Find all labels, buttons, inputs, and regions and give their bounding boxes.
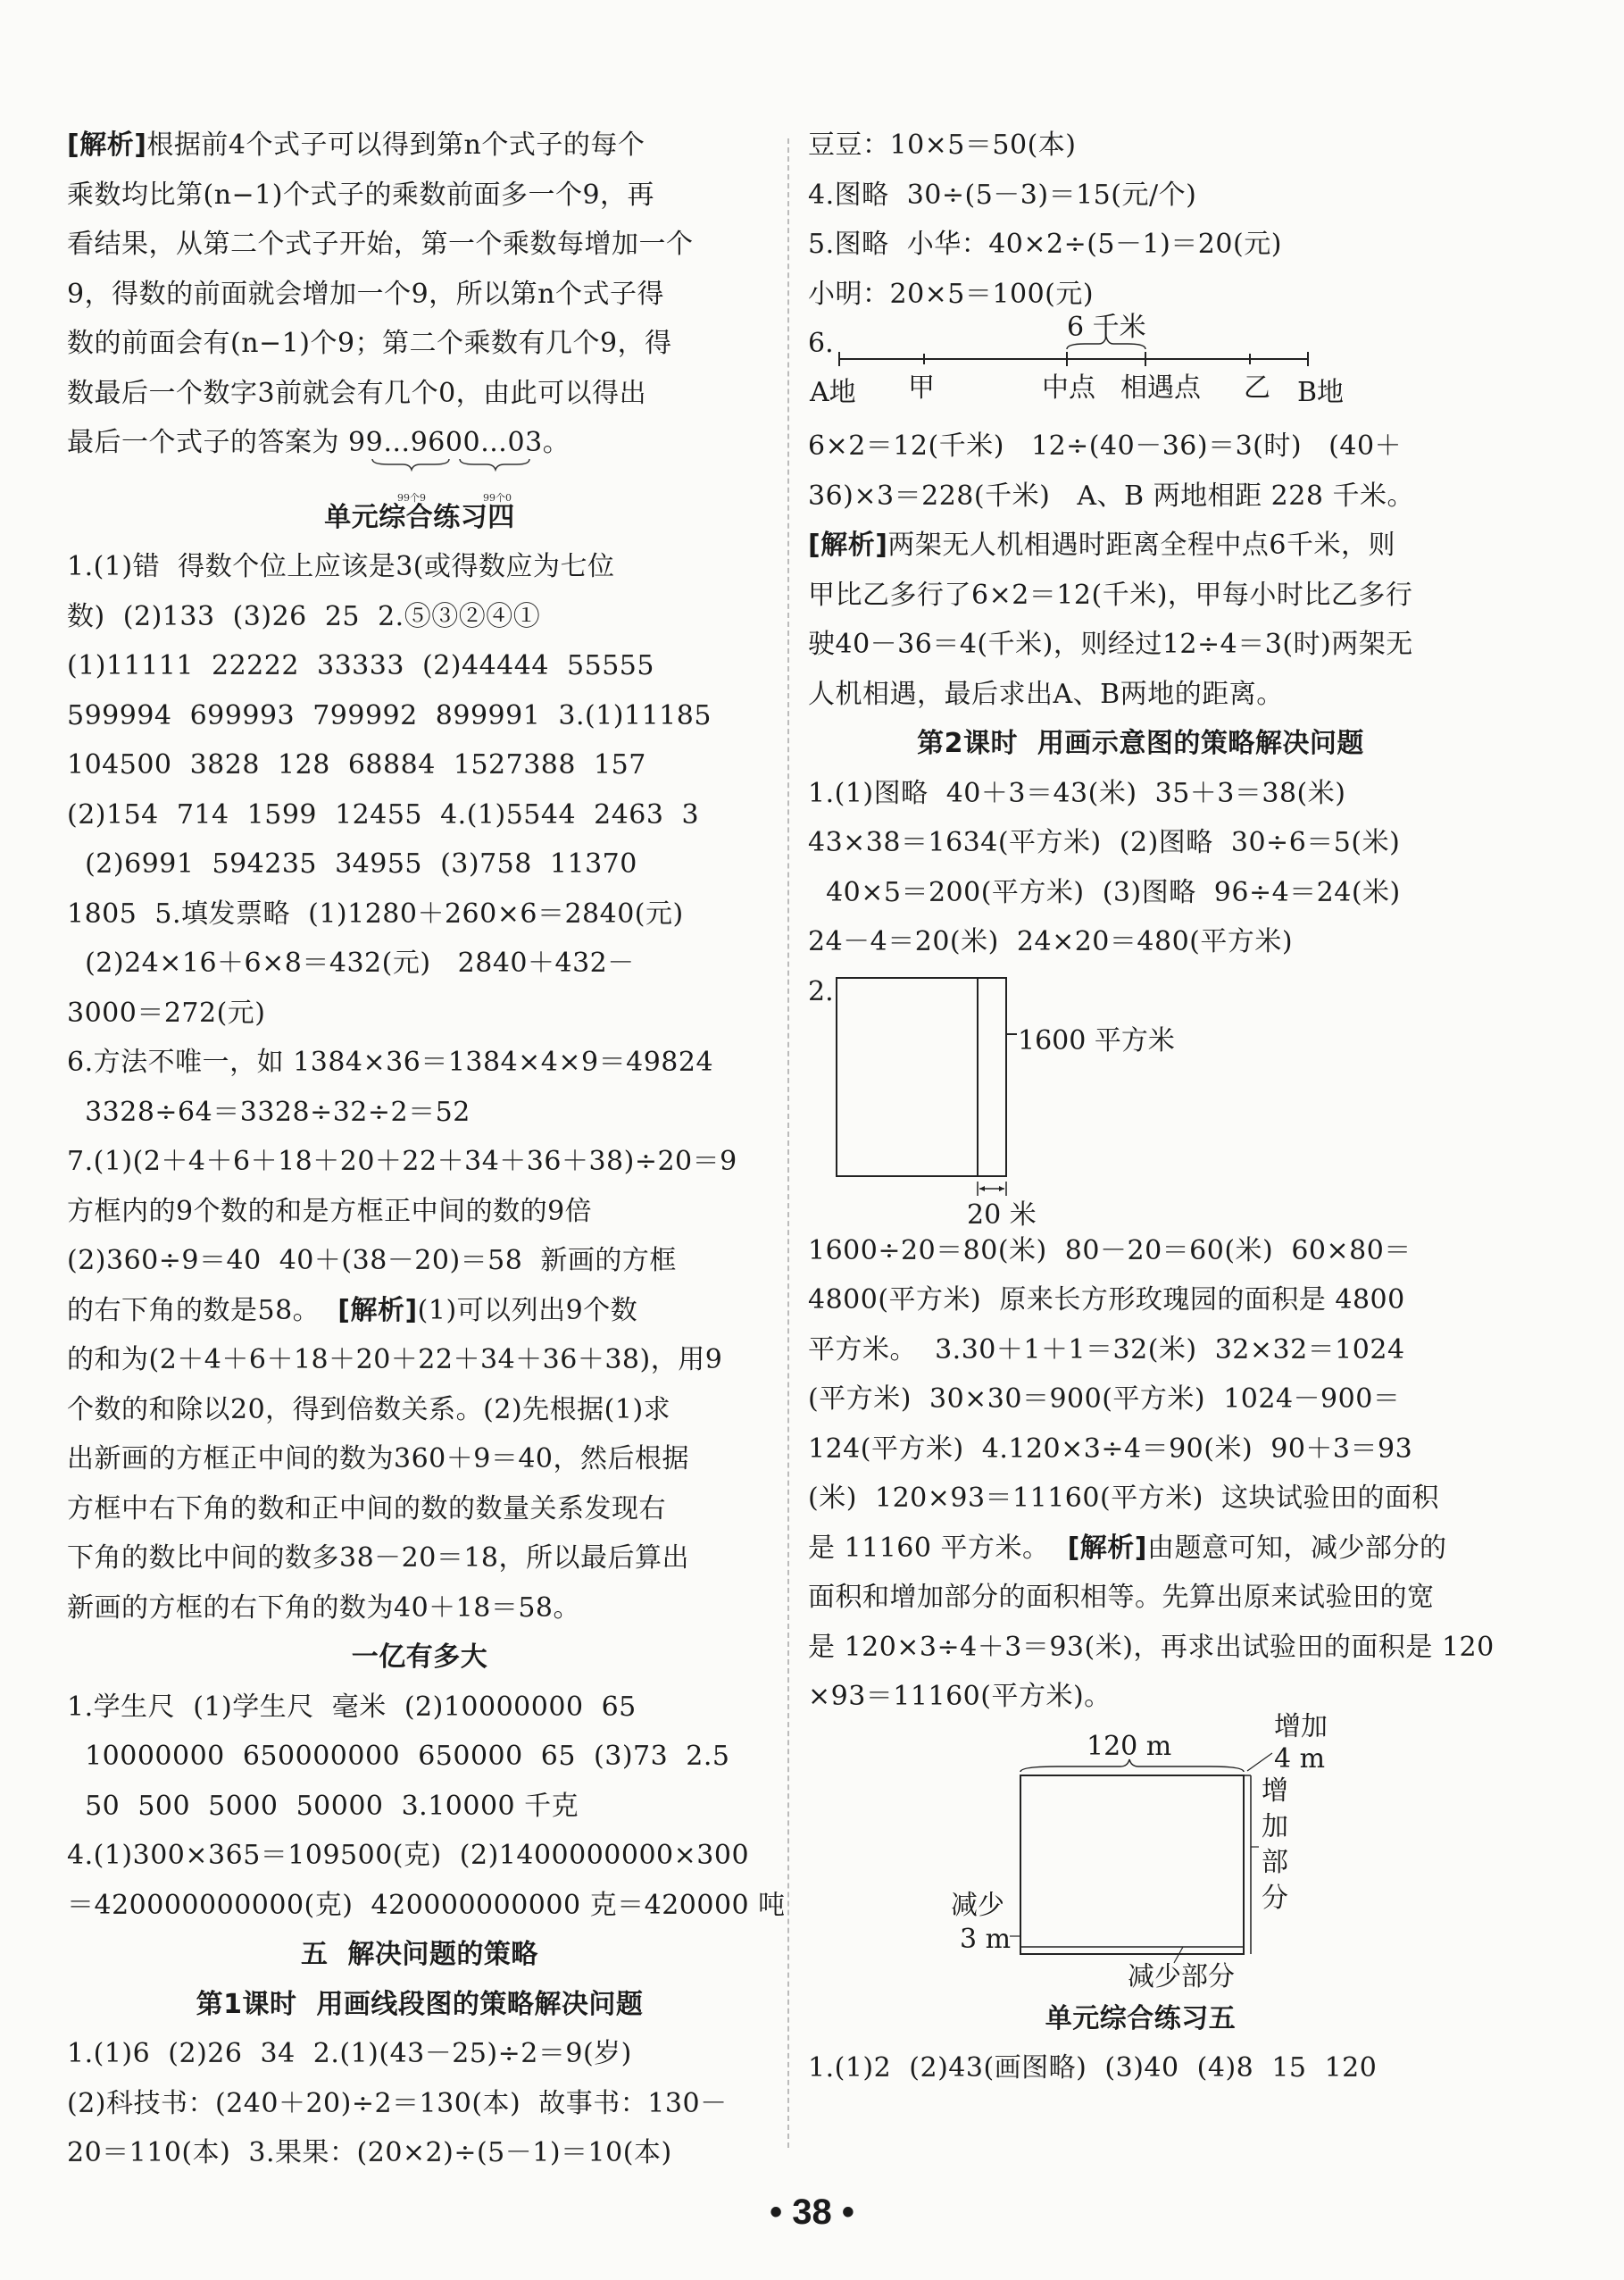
text-line: (2)24×16＋6×8＝432(元) 2840＋432－ [67,948,635,979]
increase-label: 增加 [1274,1710,1328,1742]
text-line: 1805 5.填发票略 (1)1280＋260×6＝2840(元) [67,898,684,930]
text-line: 4800(平方米) 原来长方形玫瑰园的面积是 4800 [808,1284,1405,1315]
text-line: 数的前面会有(n−1)个9；第二个乘数有几个9，得 [67,328,672,359]
text-line: 3328÷64＝3328÷32÷2＝52 [67,1096,471,1128]
midpoint-label: 中点 [1042,372,1095,404]
text-line: (2)科技书：(240＋20)÷2＝130(本) 故事书：130－ [67,2087,728,2119]
text-line: (1)11111 22222 33333 (2)44444 55555 [67,650,654,681]
text-line: (2)6991 594235 34955 (3)758 11370 [67,848,637,880]
plane-yi-label: 乙 [1244,372,1270,404]
length-label: 120 m [1087,1730,1172,1762]
decrease-amount-label: 3 m [960,1923,1012,1955]
text-line: (米) 120×93＝11160(平方米) 这块试验田的面积 [808,1482,1439,1514]
increase-part-label [1262,1774,1288,1917]
text-line: 40×5＝200(平方米) (3)图略 96÷4＝24(米) [808,876,1401,908]
text-line: 4.图略 30÷(5－3)＝15(元/个) [808,179,1197,211]
label-char: 增 [1262,1775,1288,1807]
area-label: 1600 平方米 [1018,1024,1175,1056]
text-line: 5.图略 小华：40×2÷(5－1)＝20(元) [808,229,1282,260]
text-line: 出新画的方框正中间的数为360＋9＝40，然后根据 [67,1443,690,1474]
exercise-answers [808,422,1473,719]
text-line: 104500 3828 128 68884 1527388 157 [67,749,646,781]
plane-jia-label: 甲 [908,372,935,404]
text-line: 新画的方框的右下角的数为40＋18＝58。 [67,1591,581,1624]
column-divider [787,138,789,2148]
text-line: 豆豆：10×5＝50(本) [808,129,1077,161]
text-line: 1.学生尺 (1)学生尺 毫米 (2)10000000 65 [67,1691,637,1723]
text-line: 1.(1)图略 40＋3＝43(米) 35＋3＝38(米) [808,777,1346,809]
section-title: 单元综合练习五 [1045,2002,1237,2034]
text-line: 6.方法不唯一，如 1384×36＝1384×4×9＝49824 [67,1047,714,1078]
text-line: (2)360÷9＝40 40＋(38－20)＝58 新画的方框 [67,1245,677,1276]
text-line: 24－4＝20(米) 24×20＝480(平方米) [808,926,1294,957]
question-number: 6. [808,328,834,359]
section-title: 一亿有多大 [351,1641,488,1673]
lesson-title: 第2课时 用画示意图的策略解决问题 [917,728,1364,759]
text-line: 数最后一个数字3前就会有几个0，由此可以得出 [67,377,647,409]
text-line: 方框内的9个数的和是方框正中间的数的9倍 [67,1195,593,1227]
text-line: 的和为(2＋4＋6＋18＋20＋22＋34＋36＋38)，用9 [67,1344,723,1375]
text-line: 36)×3＝228(千米) A、B 两地相距 228 千米。 [808,480,1414,512]
brace-label: 99个9 [397,491,426,504]
exercise-answers [808,1226,1495,1722]
text-line: 3000＝272(元) [67,997,266,1029]
label-char: 分 [1262,1882,1288,1914]
rectangle-diagram-svg [808,967,1473,1226]
text-line: 数) (2)133 (3)26 25 2.⑤③②④① [67,600,541,632]
text-line: 599994 699993 799992 899991 3.(1)11185 [67,699,712,731]
text-line: ＝420000000000(克) 420000000000 克＝420000 吨 [67,1889,786,1921]
text-line: 7.(1)(2＋4＋6＋18＋20＋22＋34＋36＋38)÷20＝9 [67,1146,737,1177]
text-line: 50 500 5000 50000 3.10000 千克 [67,1790,579,1822]
text-line: 平方米。 3.30＋1＋1＝32(米) 32×32＝1024 [808,1333,1405,1365]
text-line: 个数的和除以20，得到倍数关系。(2)先根据(1)求 [67,1393,671,1425]
text-line: 是 120×3÷4＋3＝93(米)，再求出试验田的面积是 120 [808,1631,1495,1663]
segment-diagram [808,312,1473,422]
text-line: ×93＝11160(平方米)。 [808,1681,1112,1712]
segment-distance-label: 6 千米 [1067,312,1146,343]
brace-label: 99个0 [483,491,512,504]
text-line: 人机相遇，最后求出A、B两地的距离。 [808,678,1284,710]
text-line: 甲比乙多行了6×2＝12(千米)，甲每小时比乙多行 [808,579,1413,611]
label-char: 加 [1262,1810,1288,1842]
chapter-title: 五 解决问题的策略 [301,1939,538,1970]
exercise-answers [67,1683,786,1931]
text-line: [解析]两架无人机相遇时距离全程中点6千米，则 [808,530,1396,561]
meeting-point-label: 相遇点 [1120,372,1201,404]
field-diagram [808,1710,1473,1992]
text-line: 1600÷20＝80(米) 80－20＝60(米) 60×80＝ [808,1234,1412,1266]
text-line: 小明：20×5＝100(元) [808,278,1095,310]
rectangle-diagram [808,967,1473,1231]
exercise-answers [808,121,1473,319]
exercise-answers [67,2029,772,2178]
analysis-paragraph [67,121,772,468]
increase-amount-label: 4 m [1274,1742,1326,1775]
text-line: 1.(1)6 (2)26 34 2.(1)(43－25)÷2＝9(岁) [67,2038,632,2069]
underbrace-icon [371,457,531,472]
text-line: (2)154 714 1599 12455 4.(1)5544 2463 3 [67,798,700,831]
text-line: 面积和增加部分的面积相等。先算出原来试验田的宽 [808,1582,1435,1613]
right-column [808,121,1495,2093]
text-line: 20＝110(本) 3.果果：(20×2)÷(5－1)＝10(本) [67,2137,672,2168]
exercise-answers [67,542,772,1633]
text-line: 下角的数比中间的数多38－20＝18，所以最后算出 [67,1542,690,1574]
text-line: (平方米) 30×30＝900(平方米) 1024－900＝ [808,1383,1401,1415]
text-line: 10000000 650000000 650000 65 (3)73 2.5 [67,1741,730,1772]
text-line: 是 11160 平方米。 [解析]由题意可知，减少部分的 [808,1532,1447,1564]
text-line: [解析]根据前4个式子可以得到第n个式子的每个 [67,129,645,161]
text-line: 方框中右下角的数和正中间的数的数量关系发现右 [67,1492,666,1524]
question-number: 2. [808,975,834,1007]
text-line: 驶40－36＝4(千米)，则经过12÷4＝3(时)两架无 [808,629,1413,660]
exercise-answers [808,769,1473,967]
text-line: 看结果，从第二个式子开始，第一个乘数每增加一个 [67,229,694,260]
text-line: 6×2＝12(千米) 12÷(40－36)＝3(时) (40＋ [808,430,1403,462]
text-line: 43×38＝1634(平方米) (2)图略 30÷6＝5(米) [808,827,1401,858]
text-line: 1.(1)2 (2)43(画图略) (3)40 (4)8 15 120 [808,2052,1378,2084]
point-a-label: A地 [810,377,856,408]
lesson-title: 第1课时 用画线段图的策略解决问题 [196,1988,644,2020]
text-line: 的右下角的数是58。 [解析](1)可以列出9个数 [67,1294,638,1326]
decrease-part-label: 减少部分 [1128,1960,1235,1992]
point-b-label: B地 [1297,377,1345,408]
text-line: 4.(1)300×365＝109500(克) (2)1400000000×300 [67,1840,750,1871]
label-char: 部 [1262,1846,1288,1878]
text-line: 9，得数的前面就会增加一个9，所以第n个式子得 [67,278,664,310]
text-line: 124(平方米) 4.120×3÷4＝90(米) 90＋3＝93 [808,1432,1413,1465]
underbrace-row [67,468,772,504]
text-line: 乘数均比第(n−1)个式子的乘数前面多一个9，再 [67,179,655,211]
text-line: 1.(1)错 得数个位上应该是3(或得数应为七位 [67,551,615,582]
page-number: • 38 • [770,2192,854,2232]
decrease-label: 减少 [951,1889,1004,1921]
text-line: 最后一个式子的答案为 99…9600…03。 [67,427,570,458]
section-title: 单元综合练习四 [324,501,515,533]
left-column [67,121,786,2178]
width-label: 20 米 [967,1198,1037,1231]
